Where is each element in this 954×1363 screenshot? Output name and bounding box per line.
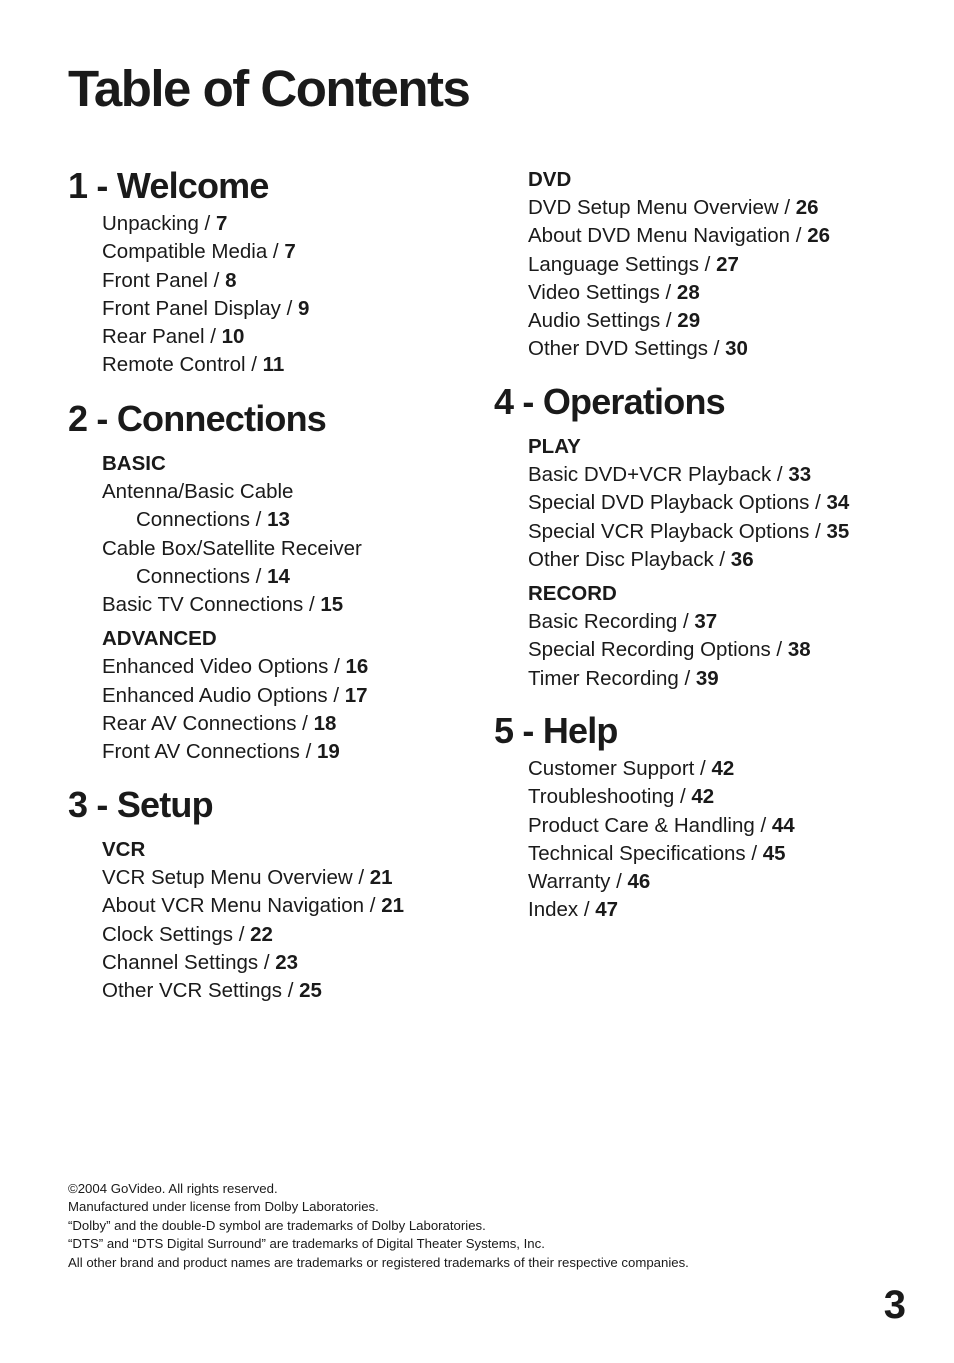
toc-entry[interactable] [528, 840, 908, 868]
entry-label: Enhanced Video Options / [102, 655, 346, 679]
subheading-dvd: DVD [528, 168, 572, 191]
entry-page: 37 [694, 610, 718, 634]
toc-entry[interactable] [528, 489, 908, 517]
page-number: 3 [883, 1283, 906, 1327]
toc-entry[interactable] [528, 461, 908, 489]
help-list [528, 755, 908, 925]
toc-entry[interactable] [102, 653, 482, 681]
toc-entry[interactable] [528, 279, 908, 307]
toc-entry[interactable] [528, 755, 908, 783]
entry-page: 8 [225, 268, 237, 292]
footer-line: “Dolby” and the double-D symbol are trademarks of Dolby Laboratories. [68, 1217, 486, 1233]
toc-entry[interactable] [102, 864, 482, 892]
entry-label: About DVD Menu Navigation / [528, 224, 808, 248]
toc-entry[interactable] [102, 323, 482, 351]
entry-label: Customer Support / [528, 757, 712, 780]
toc-entry[interactable] [528, 518, 908, 546]
toc-entry[interactable] [528, 783, 908, 811]
entry-label: Cable Box/Satellite Receiver [102, 536, 362, 560]
entry-label: Front Panel / [102, 268, 226, 292]
entry-page: 7 [284, 240, 296, 264]
toc-entry[interactable] [102, 238, 482, 266]
toc-entry[interactable] [102, 267, 482, 295]
entry-page: 7 [215, 212, 228, 235]
section-title-connections: 2 - Connections [68, 398, 327, 439]
entry-label: Warranty / [528, 870, 628, 894]
entry-label: Troubleshooting / [528, 785, 692, 809]
toc-entry[interactable] [528, 335, 908, 363]
entry-label: Special Recording Options / [528, 638, 788, 662]
entry-label: Index / [528, 898, 596, 922]
entry-page: 29 [677, 309, 701, 333]
toc-entry[interactable] [102, 977, 482, 1005]
entry-label: Compatible Media / [102, 240, 285, 264]
toc-entry[interactable] [528, 868, 908, 896]
entry-page: 19 [316, 740, 340, 764]
section-title-help: 5 - Help [494, 710, 618, 751]
entry-label: Basic TV Connections / [102, 593, 321, 617]
footer-line: All other brand and product names are trademarks or registered trademarks of their respective companies. [68, 1254, 689, 1270]
entry-label: VCR Setup Menu Overview / [102, 866, 370, 889]
setup-list [102, 836, 482, 1005]
entry-label: Rear AV Connections / [102, 712, 314, 736]
entry-page: 15 [320, 593, 344, 617]
entry-label: Channel Settings / [102, 950, 276, 974]
entry-page: 25 [299, 979, 322, 1003]
entry-label: Enhanced Audio Options / [102, 683, 345, 707]
entry-page: 14 [267, 564, 290, 588]
entry-page: 46 [627, 870, 651, 894]
toc-entry[interactable] [102, 210, 482, 238]
entry-page: 11 [262, 353, 285, 377]
toc-entry[interactable] [528, 307, 908, 335]
toc-entry[interactable] [102, 682, 482, 710]
dvd-list [528, 166, 908, 364]
subheading-advanced: ADVANCED [102, 627, 217, 651]
toc-entry[interactable] [102, 591, 482, 619]
entry-page: 9 [297, 296, 310, 320]
entry-label: Special DVD Playback Options / [528, 491, 827, 515]
page-title: Table of Contents [68, 60, 470, 117]
operations-list [528, 433, 908, 693]
entry-page: 21 [369, 866, 393, 889]
entry-page: 26 [795, 196, 819, 219]
toc-entry[interactable] [528, 812, 908, 840]
section-title-welcome: 1 - Welcome [68, 165, 269, 206]
entry-page: 18 [313, 712, 337, 736]
entry-page: 17 [344, 683, 368, 707]
entry-page: 42 [711, 757, 735, 780]
entry-label: About VCR Menu Navigation / [102, 894, 382, 918]
entry-page: 36 [730, 547, 754, 571]
entry-label: Timer Recording / [528, 666, 696, 690]
legal-footer [68, 1180, 689, 1272]
entry-label: DVD Setup Menu Overview / [528, 196, 796, 219]
toc-entry[interactable] [528, 665, 908, 693]
toc-entry[interactable] [528, 896, 908, 924]
toc-entry[interactable] [528, 194, 908, 222]
entry-label: Other VCR Settings / [102, 979, 300, 1003]
entry-label: Unpacking / [102, 212, 216, 235]
entry-label: Front Panel Display / [102, 296, 298, 320]
toc-entry[interactable] [102, 710, 482, 738]
entry-label: Front AV Connections / [102, 740, 317, 764]
footer-line: “DTS” and “DTS Digital Surround” are trademarks of Digital Theater Systems, Inc. [68, 1236, 545, 1252]
subheading-play: PLAY [528, 435, 581, 458]
entry-label: Special VCR Playback Options / [528, 519, 827, 543]
entry-label: Language Settings / [528, 252, 717, 276]
toc-entry[interactable] [102, 295, 482, 323]
entry-label: Basic DVD+VCR Playback / [528, 463, 789, 486]
entry-page: 42 [691, 785, 715, 809]
entry-page: 44 [771, 813, 795, 837]
entry-page: 35 [826, 519, 850, 543]
toc-entry[interactable] [102, 478, 482, 535]
entry-page: 10 [221, 325, 245, 349]
entry-page: 16 [345, 655, 369, 679]
subheading-vcr: VCR [102, 838, 146, 861]
entry-label: Product Care & Handling / [528, 813, 772, 837]
entry-label-continued: Connections / [136, 564, 268, 588]
toc-entry[interactable] [102, 535, 482, 592]
entry-page: 30 [725, 337, 748, 361]
entry-page: 38 [787, 638, 811, 662]
welcome-list [102, 210, 482, 380]
entry-page: 45 [762, 841, 786, 865]
toc-entry[interactable] [102, 738, 482, 766]
subheading-record: RECORD [528, 582, 617, 606]
toc-entry[interactable] [102, 892, 482, 920]
entry-label-continued: Connections / [136, 508, 268, 532]
entry-label: Other Disc Playback / [528, 547, 731, 571]
entry-page: 26 [807, 224, 830, 248]
toc-entry[interactable] [102, 949, 482, 977]
entry-label: Video Settings / [528, 280, 677, 304]
entry-label: Audio Settings / [528, 309, 678, 333]
section-title-setup: 3 - Setup [68, 784, 213, 825]
entry-page: 23 [275, 950, 299, 974]
section-title-operations: 4 - Operations [494, 381, 725, 422]
entry-page: 33 [788, 463, 812, 486]
toc-entry[interactable] [528, 546, 908, 574]
entry-page: 34 [826, 491, 850, 515]
toc-entry[interactable] [528, 608, 908, 636]
entry-page: 13 [267, 508, 290, 532]
entry-label: Basic Recording / [528, 610, 695, 634]
entry-page: 39 [695, 666, 719, 690]
entry-page: 22 [250, 922, 273, 946]
entry-label: Remote Control / [102, 353, 263, 377]
entry-label: Rear Panel / [102, 325, 222, 349]
toc-entry[interactable] [528, 222, 908, 250]
entry-page: 47 [595, 898, 619, 922]
connections-list [102, 450, 482, 767]
toc-entry[interactable] [102, 921, 482, 949]
toc-entry[interactable] [102, 351, 482, 379]
entry-label: Clock Settings / [102, 922, 251, 946]
toc-entry[interactable] [528, 251, 908, 279]
entry-page: 28 [676, 280, 700, 304]
entry-page: 27 [716, 252, 739, 276]
entry-label: Technical Specifications / [528, 841, 763, 865]
footer-line: Manufactured under license from Dolby Laboratories. [68, 1199, 379, 1215]
entry-label: Other DVD Settings / [528, 337, 726, 361]
entry-label: Antenna/Basic Cable [102, 480, 294, 503]
entry-page: 21 [381, 894, 404, 918]
subheading-basic: BASIC [102, 452, 166, 475]
toc-entry[interactable] [528, 636, 908, 664]
footer-line: ©2004 GoVideo. All rights reserved. [68, 1181, 278, 1196]
